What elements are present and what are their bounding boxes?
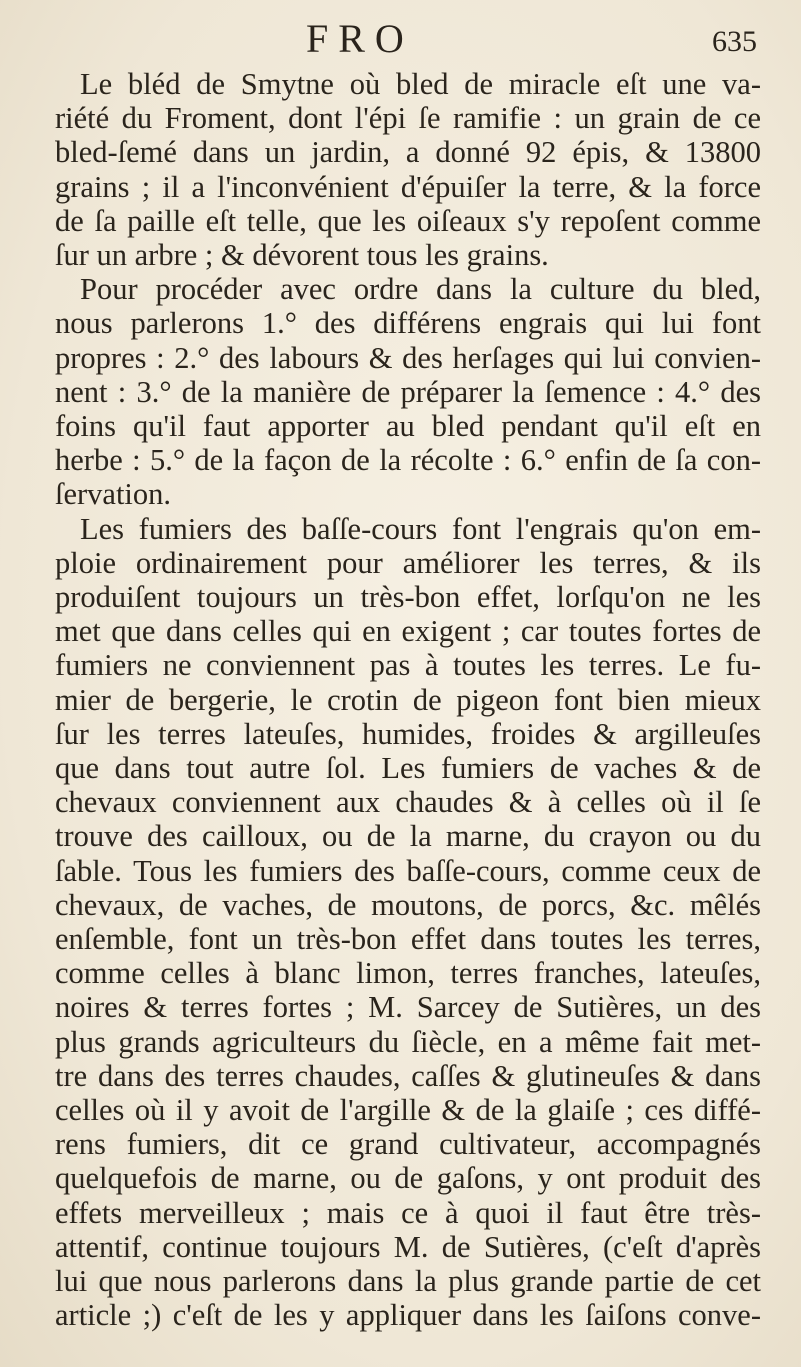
text-line: comme celles à blanc limon, terres franches, lateuſes,: [55, 956, 761, 991]
text-line: chevaux conviennent aux chaudes & à celles où il ſe: [55, 785, 761, 820]
running-head: FRO: [306, 16, 414, 61]
text-line: Pour procéder avec ordre dans la culture du bled,: [80, 272, 761, 307]
text-line: rens fumiers, dit ce grand cultivateur, accompagnés: [55, 1127, 761, 1162]
text-line: chevaux, de vaches, de moutons, de porcs, &c. mêlés: [55, 887, 761, 922]
text-line: article ;) c'eſt de les y appliquer dans les ſaiſons conve-: [55, 1298, 761, 1333]
text-line: met que dans celles qui en exigent ; car toutes fortes de: [55, 614, 761, 649]
text-line: nous parlerons 1.° des différens engrais qui lui font: [55, 306, 761, 341]
text-line: plus grands agriculteurs du ſiècle, en a même fait met-: [55, 1024, 761, 1059]
text-line: trouve des cailloux, ou de la marne, du crayon ou du: [55, 819, 761, 854]
page-number: 635: [712, 25, 757, 58]
text-line: quelquefois de marne, ou de gaſons, y ont produit des: [55, 1161, 761, 1196]
text-line: ploie ordinairement pour améliorer les terres, & ils: [55, 545, 761, 580]
page-header: [0, 14, 801, 64]
text-line: ſur les terres lateuſes, humides, froides & argilleuſes: [55, 716, 761, 751]
text-line: de ſa paille eſt telle, que les oiſeaux s'y repoſent comme: [55, 203, 761, 238]
text-line: nent : 3.° de la manière de préparer la ſemence : 4.° des: [55, 374, 761, 409]
text-line: bled-ſemé dans un jardin, a donné 92 épis, & 13800: [55, 135, 761, 170]
text-line: ſervation.: [55, 477, 172, 512]
text-line: tre dans des terres chaudes, caſſes & glutineuſes & dans: [55, 1058, 761, 1093]
text-line: celles où il y avoit de l'argille & de la glaiſe ; ces diffé-: [55, 1093, 761, 1127]
text-line: foins qu'il faut apporter au bled pendant qu'il eſt en: [55, 409, 761, 443]
text-line: grains ; il a l'inconvénient d'épuiſer la terre, & la force: [55, 169, 761, 204]
text-line: Les fumiers des baſſe-cours font l'engrais qu'on em-: [80, 511, 761, 546]
text-line: que dans tout autre ſol. Les fumiers de vaches & de: [55, 751, 761, 785]
text-line: mier de bergerie, le crotin de pigeon font bien mieux: [55, 682, 761, 717]
text-line: ſur un arbre ; & dévorent tous les grains.: [55, 238, 549, 272]
text-line: enſemble, font un très-bon effet dans toutes les terres,: [55, 922, 761, 956]
text-line: Le bléd de Smytne où bled de miracle eſt une va-: [80, 67, 761, 101]
text-line: noires & terres fortes ; M. Sarcey de Sutières, un des: [55, 990, 761, 1025]
text-line: fumiers ne conviennent pas à toutes les terres. Le fu-: [55, 648, 761, 683]
text-line: riété du Froment, dont l'épi ſe ramifie : un grain de ce: [55, 101, 761, 136]
text-line: herbe : 5.° de la façon de la récolte : 6.° enfin de ſa con-: [55, 443, 761, 478]
text-line: attentif, continue toujours M. de Sutières, (c'eſt d'après: [55, 1229, 761, 1264]
text-line: produiſent toujours un très-bon effet, lorſqu'on ne les: [55, 580, 761, 614]
text-line: lui que nous parlerons dans la plus grande partie de cet: [55, 1264, 761, 1298]
text-line: propres : 2.° des labours & des herſages qui lui convien-: [55, 340, 761, 375]
text-line: ſable. Tous les fumiers des baſſe-cours, comme ceux de: [55, 853, 761, 888]
text-line: effets merveilleux ; mais ce à quoi il faut être très-: [55, 1195, 761, 1230]
